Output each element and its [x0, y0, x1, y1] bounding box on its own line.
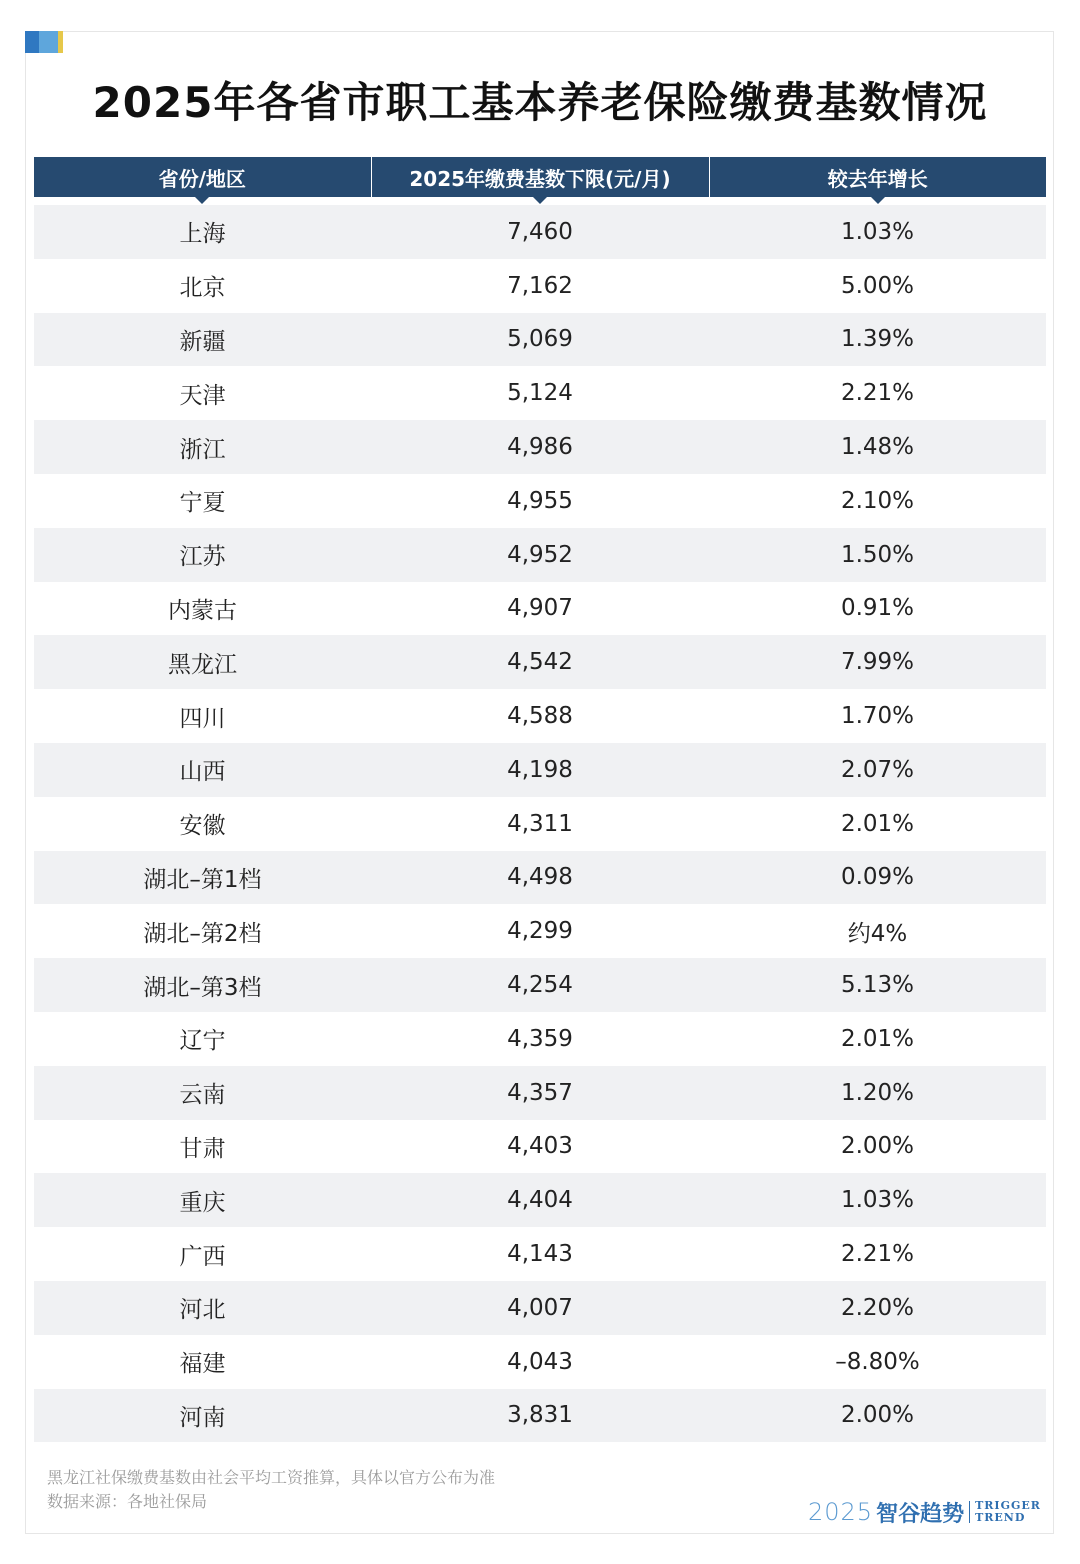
table-row: [34, 797, 1046, 851]
base-cell: 4,357: [371, 1066, 709, 1120]
base-cell: 4,254: [371, 958, 709, 1012]
base-cell: 4,986: [371, 420, 709, 474]
base-cell: 4,043: [371, 1335, 709, 1389]
table-row: [34, 1066, 1046, 1120]
table-row: [34, 1173, 1046, 1227]
table-row: [34, 1281, 1046, 1335]
province-cell: 天津: [34, 366, 371, 420]
table-row: [34, 474, 1046, 528]
base-cell: 4,299: [371, 904, 709, 958]
province-cell: 福建: [34, 1335, 371, 1389]
brand-logo: [808, 1497, 1041, 1527]
table-row: [34, 366, 1046, 420]
base-cell: 7,162: [371, 259, 709, 313]
brand-english: TRIGGER TREND: [975, 1499, 1041, 1524]
province-cell: 新疆: [34, 313, 371, 367]
base-cell: 4,143: [371, 1227, 709, 1281]
table-row: [34, 420, 1046, 474]
growth-cell: 1.48%: [709, 420, 1046, 474]
table-row: [34, 851, 1046, 905]
province-cell: 上海: [34, 205, 371, 259]
header-province: 省份/地区: [34, 157, 371, 197]
base-cell: 4,403: [371, 1120, 709, 1174]
base-cell: 4,404: [371, 1173, 709, 1227]
table-row: [34, 313, 1046, 367]
growth-cell: 0.09%: [709, 851, 1046, 905]
base-cell: 4,498: [371, 851, 709, 905]
province-cell: 云南: [34, 1066, 371, 1120]
table-row: [34, 1389, 1046, 1443]
growth-cell: 1.70%: [709, 689, 1046, 743]
table-row: [34, 1120, 1046, 1174]
table-row: [34, 635, 1046, 689]
province-cell: 山西: [34, 743, 371, 797]
brand-name: 智谷趋势: [876, 1501, 965, 1527]
province-cell: 湖北–第2档: [34, 904, 371, 958]
growth-cell: 2.07%: [709, 743, 1046, 797]
province-cell: 广西: [34, 1227, 371, 1281]
brand-year: 2025: [808, 1498, 874, 1526]
growth-cell: 1.03%: [709, 205, 1046, 259]
footnotes: [47, 1466, 495, 1514]
growth-cell: 2.21%: [709, 1227, 1046, 1281]
header-growth: 较去年增长: [709, 157, 1046, 197]
table-body: [34, 197, 1046, 1442]
corner-accent: [25, 31, 63, 53]
base-cell: 4,952: [371, 528, 709, 582]
growth-cell: 0.91%: [709, 582, 1046, 636]
province-cell: 辽宁: [34, 1012, 371, 1066]
growth-cell: 5.00%: [709, 259, 1046, 313]
base-cell: 4,588: [371, 689, 709, 743]
table-row: [34, 904, 1046, 958]
base-cell: 4,907: [371, 582, 709, 636]
table-row: [34, 743, 1046, 797]
table-row: [34, 1335, 1046, 1389]
base-cell: 4,007: [371, 1281, 709, 1335]
province-cell: 安徽: [34, 797, 371, 851]
growth-cell: 1.20%: [709, 1066, 1046, 1120]
base-cell: 4,198: [371, 743, 709, 797]
province-cell: 河北: [34, 1281, 371, 1335]
growth-cell: 2.20%: [709, 1281, 1046, 1335]
table-row: [34, 528, 1046, 582]
province-cell: 浙江: [34, 420, 371, 474]
province-cell: 黑龙江: [34, 635, 371, 689]
base-cell: 4,542: [371, 635, 709, 689]
province-cell: 宁夏: [34, 474, 371, 528]
growth-cell: 2.21%: [709, 366, 1046, 420]
table-row: [34, 689, 1046, 743]
table-row: [34, 1012, 1046, 1066]
growth-cell: 2.01%: [709, 1012, 1046, 1066]
province-cell: 重庆: [34, 1173, 371, 1227]
page-title: 2025年各省市职工基本养老保险缴费基数情况: [92, 78, 988, 127]
province-cell: 湖北–第3档: [34, 958, 371, 1012]
growth-cell: 2.10%: [709, 474, 1046, 528]
table-row: [34, 259, 1046, 313]
table-row: [34, 205, 1046, 259]
base-cell: 5,124: [371, 366, 709, 420]
base-cell: 7,460: [371, 205, 709, 259]
growth-cell: 1.39%: [709, 313, 1046, 367]
growth-cell: 7.99%: [709, 635, 1046, 689]
province-cell: 内蒙古: [34, 582, 371, 636]
province-cell: 湖北–第1档: [34, 851, 371, 905]
province-cell: 北京: [34, 259, 371, 313]
base-cell: 4,359: [371, 1012, 709, 1066]
table-row: [34, 1227, 1046, 1281]
growth-cell: 2.00%: [709, 1389, 1046, 1443]
growth-cell: 2.01%: [709, 797, 1046, 851]
base-cell: 4,955: [371, 474, 709, 528]
growth-cell: 约4%: [709, 904, 1046, 958]
table-row: [34, 582, 1046, 636]
growth-cell: 5.13%: [709, 958, 1046, 1012]
table-row: [34, 958, 1046, 1012]
footnote-source: 数据来源：各地社保局: [47, 1492, 208, 1511]
province-cell: 甘肃: [34, 1120, 371, 1174]
growth-cell: 2.00%: [709, 1120, 1046, 1174]
table-header-row: [34, 157, 1046, 197]
growth-cell: 1.03%: [709, 1173, 1046, 1227]
province-cell: 河南: [34, 1389, 371, 1443]
province-cell: 江苏: [34, 528, 371, 582]
growth-cell: –8.80%: [709, 1335, 1046, 1389]
header-base: 2025年缴费基数下限(元/月): [371, 157, 709, 197]
contribution-table: [34, 157, 1046, 1442]
base-cell: 3,831: [371, 1389, 709, 1443]
footnote-estimate: 黑龙江社保缴费基数由社会平均工资推算，具体以官方公布为准: [47, 1468, 496, 1487]
growth-cell: 1.50%: [709, 528, 1046, 582]
province-cell: 四川: [34, 689, 371, 743]
base-cell: 5,069: [371, 313, 709, 367]
base-cell: 4,311: [371, 797, 709, 851]
